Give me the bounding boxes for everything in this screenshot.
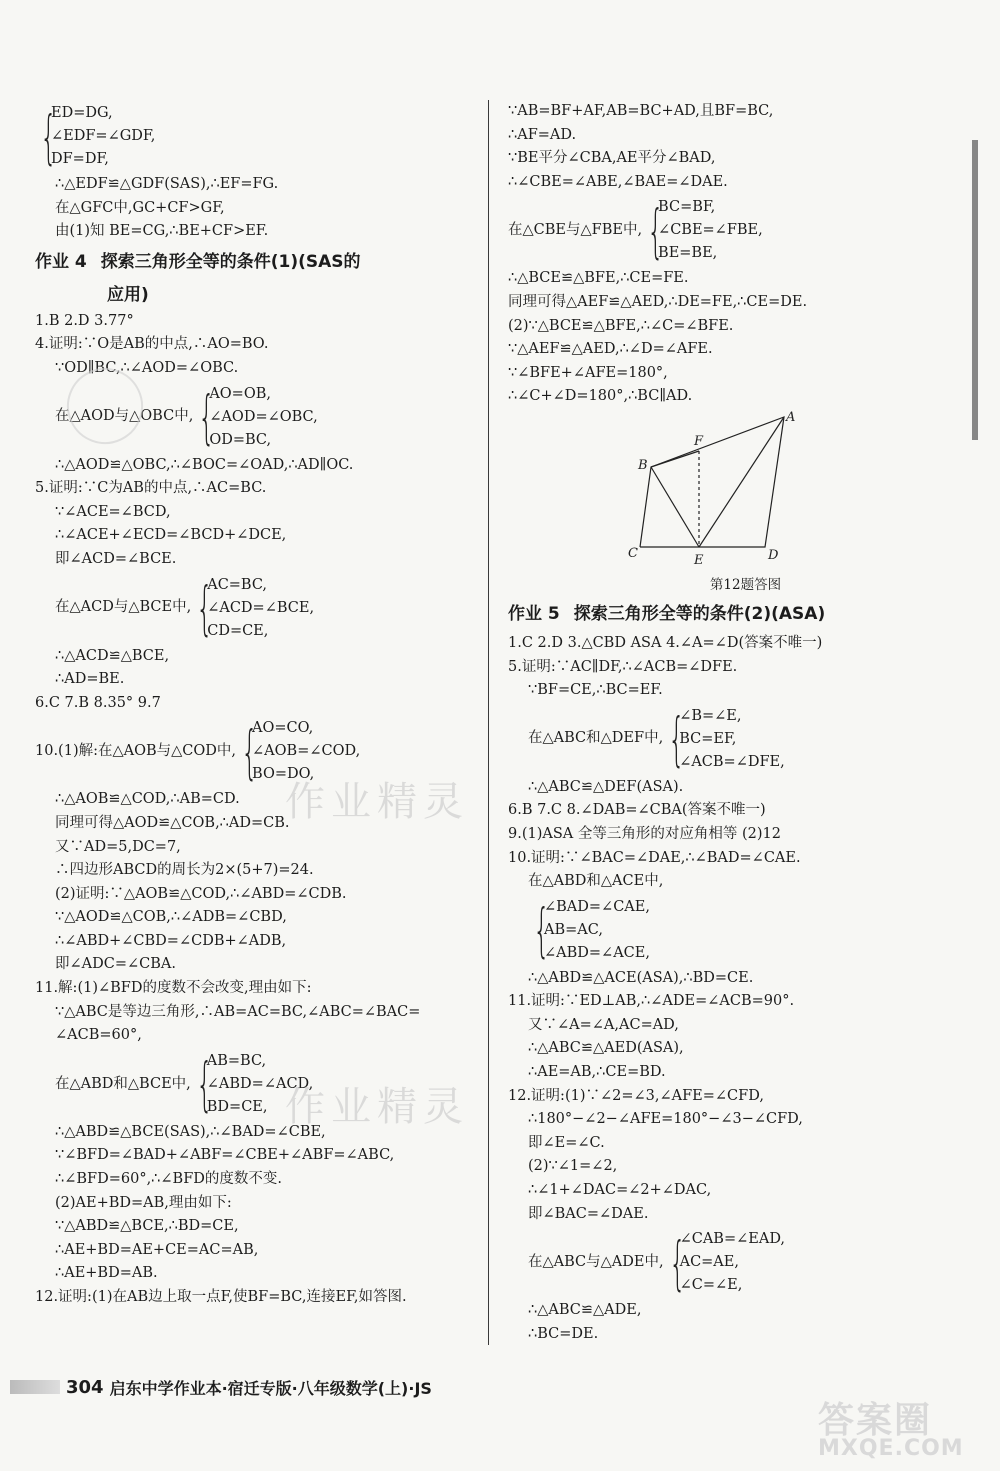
brace-line: ∠ACB=∠DFE, [679,753,785,770]
answer-line: 6.B 7.C 8.∠DAB=∠CBA(答案不唯一) [508,802,766,819]
brace-group [508,705,963,774]
answer-line: ∴BC=DE. [528,1325,599,1342]
brace: { [668,705,686,774]
answer-line: 10.证明:∵∠BAC=∠DAE,∴∠BAD=∠CAE. [508,849,801,866]
footer-decor-bar [10,1380,60,1394]
brace-line: ED=DG, [51,105,113,121]
brace-line: BD=CE, [206,1098,268,1115]
vertex-label: C [628,545,638,561]
brace: { [647,196,664,265]
brace-line: ∠B=∠E, [679,707,742,724]
brace-line: AB=BC, [206,1052,267,1069]
brace-line: ∠CBE=∠FBE, [658,222,763,239]
heading-title: 探索三角形全等的条件(2)(ASA) [573,603,826,624]
answer-line: ∴△ACD≌△BCE, [55,647,170,664]
answer-line: 4.证明:∵O是AB的中点,∴AO=BO. [35,336,269,353]
brace-lead: 在△ABC和△DEF中, [528,730,664,747]
text-line: 在△GFC中,GC+CF>GF, [55,199,225,216]
watermark-text: 作业精灵 [285,1084,469,1130]
answer-line: ∵AB=BF+AF,AB=BC+AD,且BF=BC, [508,103,774,119]
answer-line: ∵△ABD≌△BCE,∴BD=CE, [55,1218,239,1235]
vertex-label: B [638,457,648,473]
answer-line: 同理可得△AOD≌△COB,∴AD=CB. [55,814,290,831]
answer-line: ∵∠BFD=∠BAD+∠ABF=∠CBE+∠ABF=∠ABC, [55,1147,395,1164]
answer-line: 同理可得△AEF≌△AED,∴DE=FE,∴CE=DE. [508,293,808,310]
brace-group [508,896,963,965]
brace: { [533,896,550,965]
answer-line: ∴∠CBE=∠ABE,∠BAE=∠DAE. [508,173,728,190]
answer-line: ∴四边形ABCD的周长为2×(5+7)=24. [55,862,314,879]
brace-line: DF=DF, [51,151,109,167]
answer-line: ∴∠1+∠DAC=∠2+∠DAC, [528,1182,712,1199]
answer-line: (2)AE+BD=AB,理由如下: [55,1194,232,1211]
answer-line: (2)证明:∵△AOB≌△COD,∴∠ABD=∠CDB. [55,885,347,902]
answer-line: 11.解:(1)∠BFD的度数不会改变,理由如下: [35,980,312,997]
answer-line: 5.证明:∵C为AB的中点,∴AC=BC. [35,480,267,497]
answer-line: ∴△ABD≌△BCE(SAS),∴∠BAD=∠CBE, [55,1123,326,1140]
brace-line: AO=CO, [252,720,314,737]
brace-line: BO=DO, [252,766,315,783]
answer-line: 5.证明:∵AC∥DF,∴∠ACB=∠DFE. [508,658,738,675]
text-line: 由(1)知 BE=CG,∴BE+CF>EF. [55,223,269,240]
brace-lead: 在△CBE与△FBE中, [508,222,643,239]
brace-line: AO=OB, [209,385,271,402]
answer-line: 1.B 2.D 3.77° [35,312,134,329]
vertex-label: A [786,409,796,425]
watermark-text: 作业精灵 [285,779,469,825]
brace-line: OD=BC, [209,431,272,448]
answer-line: ∴△ABC≌△DEF(ASA). [528,778,684,795]
answer-line: ∴△AOB≌△COD,∴AB=CD. [55,791,240,808]
brace-line: ∠AOB=∠COD, [252,743,361,760]
answer-line: 11.证明:∵ED⊥AB,∴∠ADE=∠ACB=90°. [508,993,795,1010]
answer-line: ∴△BCE≌△BFE,∴CE=FE. [508,270,689,287]
heading-label: 作业 4 [35,251,87,272]
brace-group [508,196,963,265]
brace: { [196,1050,213,1119]
quadrilateral-diagram [628,409,828,574]
brace: { [198,383,216,452]
column-divider [488,100,489,1345]
figure-caption: 第12题答图 [709,576,782,593]
section-heading-hw5 [508,599,963,629]
brace-line: CD=CE, [207,622,269,639]
segment-bf [651,451,699,467]
brace-line: AC=AE, [679,1254,739,1271]
brace-line: ∠ABD=∠ACD, [206,1075,314,1092]
brace-line: ∠CAB=∠EAD, [679,1231,786,1248]
heading-label: 作业 5 [508,603,560,624]
brace-line: AC=BC, [207,576,268,593]
heading-title-cont: 应用) [107,284,149,305]
brace-line: AB=AC, [544,921,603,938]
answer-line: ∵△AEF≌△AED,∴∠D=∠AFE. [508,341,713,358]
heading-title: 探索三角形全等的条件(1)(SAS的 [100,251,361,272]
answer-line: ∵△AOD≌△COB,∴∠ADB=∠CBD, [55,909,287,926]
answer-line: 12.证明:(1)∵∠2=∠3,∠AFE=∠CFD, [508,1087,764,1104]
brace-lead: 在△ABD和△BCE中, [55,1075,191,1092]
answer-line: (2)∵∠1=∠2, [528,1158,618,1175]
scan-edge-mark [972,140,978,440]
brace-group [508,1228,963,1297]
brace: { [668,1228,686,1297]
answer-line: ∵OD∥BC,∴∠AOD=∠OBC. [55,359,239,376]
segment-be [651,467,699,547]
brace-line: ∠EDF=∠GDF, [51,128,156,144]
watermark-url: MXQE.COM [818,1436,964,1461]
answer-line: ∴△ABC≌△AED(ASA), [528,1040,684,1057]
answer-line: ∴∠ABD+∠CBD=∠CDB+∠ADB, [55,932,287,949]
brace-group [35,574,480,643]
answer-line: 9.(1)ASA 全等三角形的对应角相等 (2)12 [508,825,781,842]
section-heading-hw4 [35,247,480,277]
geometry-figure [508,409,963,574]
brace-line: ∠ABD=∠ACE, [544,944,650,961]
brace-line: ∠BAD=∠CAE, [544,898,650,915]
book-title: 启东中学作业本·宿迁专版·八年级数学(上)·JS [109,1378,432,1398]
answer-line: ∴AD=BE. [55,671,125,688]
page-number: 304 [66,1376,104,1398]
answer-line: 又∵AD=5,DC=7, [55,838,181,855]
vertex-label: D [768,547,779,563]
brace-line: BC=BF, [658,199,716,216]
answer-line: ∴AE+BD=AE+CE=AC=AB, [55,1241,259,1258]
answer-line: ∴AE=AB,∴CE=BD. [528,1064,666,1081]
answer-line: ∴△ABD≌△ACE(ASA),∴BD=CE. [528,969,754,986]
answer-line: ∴180°−∠2−∠AFE=180°−∠3−∠CFD, [528,1111,803,1128]
answer-line: 1.C 2.D 3.△CBD ASA 4.∠A=∠D(答案不唯一) [508,634,823,651]
page-footer [10,1375,432,1399]
answer-line: ∴AE+BD=AB. [55,1265,158,1282]
answer-line: 12.证明:(1)在AB边上取一点F,使BF=BC,连接EF,如答图. [35,1289,407,1305]
answer-line: 即∠BAC=∠DAE. [528,1205,649,1222]
answer-line: ∴△ABC≌△ADE, [528,1302,642,1319]
answer-line: ∵△ABC是等边三角形,∴AB=AC=BC,∠ABC=∠BAC= [55,1003,421,1020]
text-line: ∴△EDF≌△GDF(SAS),∴EF=FG. [55,176,279,192]
brace-line: BE=BE, [658,245,718,262]
brace: { [40,102,57,171]
answer-line: 即∠ADC=∠CBA. [55,956,176,973]
watermark-logo: 答案圈 [818,1400,933,1441]
right-column [508,100,963,1346]
brace-line: BC=EF, [679,730,737,747]
answer-line: ∵BF=CE,∴BC=EF. [528,682,663,699]
brace-line: ∠ACD=∠BCE, [207,599,315,616]
brace-line: ∠C=∠E, [679,1277,743,1294]
answer-line: (2)∵△BCE≌△BFE,∴∠C=∠BFE. [508,317,734,334]
answer-line: ∵∠BFE+∠AFE=180°, [508,364,668,381]
brace-line: ∠AOD=∠OBC, [209,408,318,425]
segment-ea [699,417,784,547]
brace: { [241,717,258,786]
vertex-label: E [694,552,704,568]
brace-lead: 在△AOD与△OBC中, [55,408,194,425]
answer-line: ∵∠ACE=∠BCD, [55,503,171,520]
answer-line: ∠ACB=60°, [55,1027,142,1044]
brace-lead: 在△ABC与△ADE中, [528,1253,664,1270]
brace-lead: 在△ACD与△BCE中, [55,599,192,616]
answer-line: 6.C 7.B 8.35° 9.7 [35,694,161,711]
intro-brace-group [35,102,480,171]
answer-line: ∵BE平分∠CBA,AE平分∠BAD, [508,150,716,167]
answer-line: ∴AF=AD. [508,126,577,143]
answer-line: ∴△AOD≌△OBC,∴∠BOC=∠OAD,∴AD∥OC. [55,456,354,473]
answer-line: 又∵∠A=∠A,AC=AD, [528,1016,679,1033]
answer-line: 在△ABD和△ACE中, [528,873,664,890]
answer-line: ∴∠C+∠D=180°,∴BC∥AD. [508,388,693,405]
answer-line: ∴∠BFD=60°,∴∠BFD的度数不变. [55,1171,283,1188]
answer-line: ∴∠ACE+∠ECD=∠BCD+∠DCE, [55,527,287,544]
answer-line: 即∠E=∠C. [528,1134,605,1151]
brace-lead: 10.(1)解:在△AOB与△COD中, [35,743,237,760]
vertex-label: F [694,433,704,449]
brace: { [196,574,214,643]
answer-line: 即∠ACD=∠BCE. [55,550,177,567]
